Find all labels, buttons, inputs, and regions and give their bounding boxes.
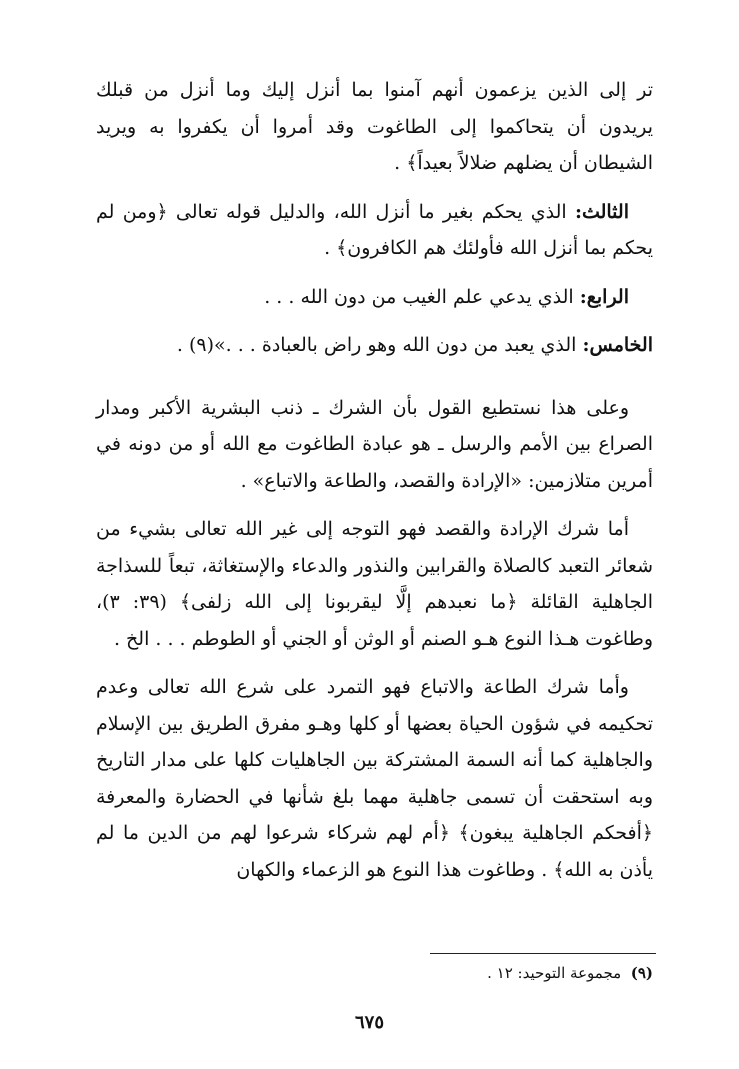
footnote — [487, 962, 653, 984]
item-text: الذي يعبد من دون الله وهو راض بالعبادة . . .»(٩) . — [176, 334, 577, 356]
body-text — [96, 72, 653, 888]
page-number: ٦٧٥ — [354, 1012, 384, 1033]
paragraph-shirk-intent: أما شرك الإرادة والقصد فهو التوجه إلى غير الله تعالى بشيء من شعائر التعبد كالصلاة والقرابين والنذور والدعاء والإستغاثة، تبعاً للسذاجة الجاهلية القائلة ﴿ما نعبدهم إلَّا ليقربونا إلى الله زلفى﴾ (٣٩: ٣)، وطاغوت هـذا النوع هـو الصنم أو الوثن أو الجني أو الطوطم . . . الخ . — [96, 518, 653, 650]
paragraph-shirk-obedience: وأما شرك الطاعة والاتباع فهو التمرد على شرع الله تعالى وعدم تحكيمه في شؤون الحياة بعضها أو كلها وهـو مفرق الطريق بين الإسلام والجاهلية كما أنه السمة المشتركة بين الجاهليات كلها على مدار التاريخ وبه استحقت أن تسمى جاهلية مهما بلغ شأنها في الحضارة والمعرفة ﴿أفحكم الجاهلية يبغون﴾ ﴿أم لهم شركاء شرعوا لهم من الدين ما لم يأذن به الله﴾ . وطاغوت هذا النوع هو الزعماء والكهان — [96, 676, 653, 881]
item-label: الرابع: — [579, 285, 629, 308]
paragraph-shirk-definition: وعلى هذا نستطيع القول بأن الشرك ـ ذنب البشرية الأكبر ومدار الصراع بين الأمم والرسل ـ هو عبادة الطاغوت مع الله أو من دونه في أمرين متلازمين: «الإرادة والقصد، والطاعة والاتباع» . — [96, 396, 653, 492]
item-third — [96, 194, 653, 267]
footnote-text: مجموعة التوحيد: ١٢ . — [487, 964, 622, 982]
item-fifth — [96, 327, 653, 364]
paragraph-quote-continuation: تر إلى الذين يزعمون أنهم آمنوا بما أنزل إليك وما أنزل من قبلك يريدون أن يتحاكموا إلى الطاغوت وقد أمروا أن يكفروا به ويريد الشيطان أن يضلهم ضلالاً بعيداً﴾ . — [96, 79, 653, 174]
item-label: الثالث: — [574, 200, 629, 223]
item-text: الذي يحكم بغير ما أنزل الله، والدليل قوله تعالى ﴿ومن لم يحكم بما أنزل الله فأولئك هم الكافرون﴾ . — [96, 200, 653, 259]
item-label: الخامس: — [582, 334, 653, 356]
item-fourth — [96, 279, 653, 316]
footnote-marker: (٩) — [630, 964, 653, 982]
footnote-divider — [430, 953, 656, 954]
item-text: الذي يدعي علم الغيب من دون الله . . . — [264, 285, 574, 308]
